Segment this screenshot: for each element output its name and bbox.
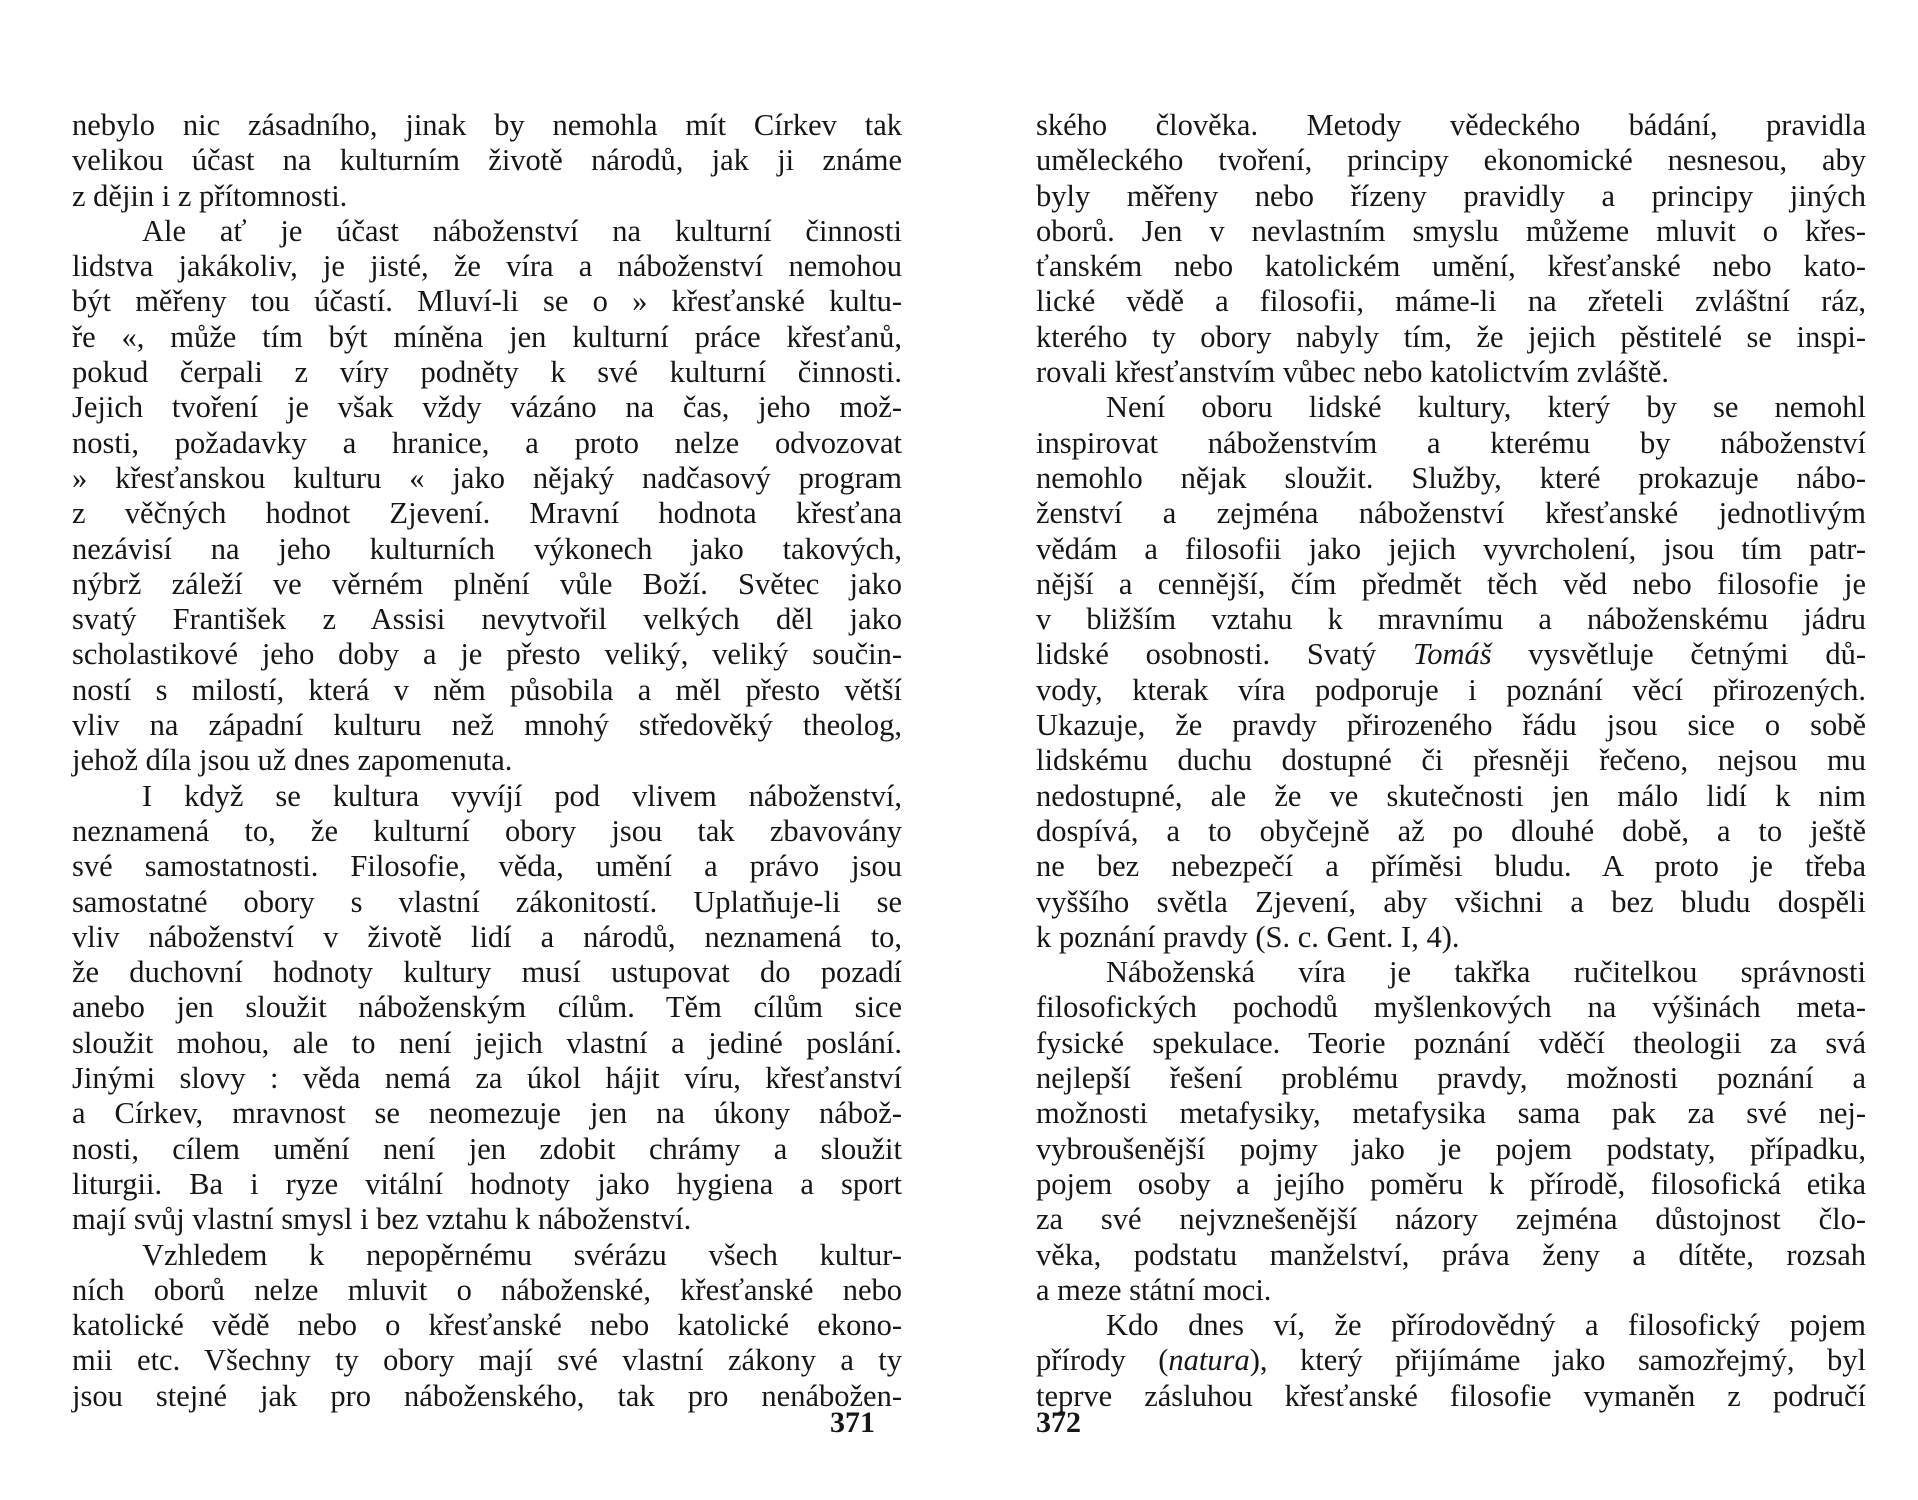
text-line: že duchovní hodnoty kultury musí ustupovat do pozadí bbox=[72, 955, 902, 990]
text-line: vědám a filosofii jako jejich vyvrcholení, jsou tím patr- bbox=[1036, 531, 1866, 566]
text-line: sloužit mohou, ale to není jejich vlastní a jediné poslání. bbox=[72, 1025, 902, 1060]
text-line: přírody (natura), který přijímáme jako samozřejmý, byl bbox=[1036, 1343, 1866, 1378]
text-line: Jinými slovy : věda nemá za úkol hájit víru, křesťanství bbox=[72, 1061, 902, 1096]
text-line: dospívá, a to obyčejně až po dlouhé době, a to ještě bbox=[1036, 813, 1866, 848]
text-line: velikou účast na kulturním životě národů, jak ji známe bbox=[72, 143, 902, 178]
text-line: ťanském nebo katolickém umění, křesťanské nebo kato- bbox=[1036, 249, 1866, 284]
text-line: k poznání pravdy (S. c. Gent. I, 4). bbox=[1036, 919, 1460, 954]
text-line: nosti, požadavky a hranice, a proto nelze odvozovat bbox=[72, 425, 902, 460]
text-line: a Církev, mravnost se neomezuje jen na úkony nábož- bbox=[72, 1096, 902, 1131]
text-line: ností s milostí, která v něm působila a měl přesto větší bbox=[72, 672, 902, 707]
text-line: vyššího světla Zjevení, aby všichni a bez bludu dospěli bbox=[1036, 884, 1866, 919]
text-line: pojem osoby a jejího poměru k přírodě, filosofická etika bbox=[1036, 1166, 1866, 1201]
page-number-left: 371 bbox=[830, 1406, 875, 1439]
text-line: své samostatnosti. Filosofie, věda, umění a právo jsou bbox=[72, 849, 902, 884]
text-line: Ale ať je účast náboženství na kulturní činnosti bbox=[142, 213, 902, 248]
text-line: svatý František z Assisi nevytvořil velkých děl jako bbox=[72, 602, 902, 637]
text-line: jsou stejné jak pro náboženského, tak pro nenábožen- bbox=[72, 1378, 902, 1413]
text-line: uměleckého tvoření, principy ekonomické nesnesou, aby bbox=[1036, 143, 1866, 178]
text-line: nejlepší řešení problému pravdy, možnosti poznání a bbox=[1036, 1061, 1866, 1096]
text-line: byly měřeny nebo řízeny pravidly a principy jiných bbox=[1036, 178, 1866, 213]
text-line: mii etc. Všechny ty obory mají své vlastní zákony a ty bbox=[72, 1343, 902, 1378]
text-line: neznamená to, že kulturní obory jsou tak zbavovány bbox=[72, 813, 902, 848]
text-line: nemohlo nějak sloužit. Služby, které prokazuje nábo- bbox=[1036, 460, 1866, 495]
text-line: nýbrž záleží ve věrném plnění vůle Boží. Světec jako bbox=[72, 566, 902, 601]
text-line: anebo jen sloužit náboženským cílům. Těm cílům sice bbox=[72, 990, 902, 1025]
text-line: být měřeny tou účastí. Mluví-li se o » křesťanské kultu- bbox=[72, 284, 902, 319]
text-line: ře «, může tím být míněna jen kulturní práce křesťanů, bbox=[72, 319, 902, 354]
text-line: katolické vědě nebo o křesťanské nebo katolické ekono- bbox=[72, 1308, 902, 1343]
text-line: lidstva jakákoliv, je jisté, že víra a náboženství nemohou bbox=[72, 249, 902, 284]
text-line: I když se kultura vyvíjí pod vlivem náboženství, bbox=[142, 778, 902, 813]
text-line: samostatné obory s vlastní zákonitostí. Uplatňuje-li se bbox=[72, 884, 902, 919]
text-line: Náboženská víra je takřka ručitelkou správnosti bbox=[1106, 955, 1866, 990]
right-page-body bbox=[1036, 108, 1866, 1414]
text-line: ského člověka. Metody vědeckého bádání, pravidla bbox=[1036, 108, 1866, 142]
text-line: liturgii. Ba i ryze vitální hodnoty jako hygiena a sport bbox=[72, 1166, 902, 1201]
text-line: fysické spekulace. Teorie poznání vděčí theologii za svá bbox=[1036, 1025, 1866, 1060]
text-line: vliv na západní kulturu než mnohý středověký theolog, bbox=[72, 708, 902, 743]
text-line: za své nejvznešenější názory zejména důstojnost člo- bbox=[1036, 1202, 1866, 1237]
emphasized-term: Tomáš bbox=[1413, 637, 1492, 672]
text-line: filosofických pochodů myšlenkových na výšinách meta- bbox=[1036, 990, 1866, 1025]
text-line: z věčných hodnot Zjevení. Mravní hodnota křesťana bbox=[72, 496, 902, 531]
text-line: Není oboru lidské kultury, který by se nemohl bbox=[1106, 390, 1866, 425]
text-line: nezávisí na jeho kulturních výkonech jako takových, bbox=[72, 531, 902, 566]
text-line: jehož díla jsou už dnes zapomenuta. bbox=[72, 743, 513, 778]
text-line: vody, kterak víra podporuje i poznání věcí přirozených. bbox=[1036, 672, 1866, 707]
text-line: věka, podstatu manželství, práva ženy a dítěte, rozsah bbox=[1036, 1237, 1866, 1272]
text-line: inspirovat náboženstvím a kterému by náboženství bbox=[1036, 425, 1866, 460]
text-line: nedostupné, ale že ve skutečnosti jen málo lidí k nim bbox=[1036, 778, 1866, 813]
text-line: ne bez nebezpečí a příměsi bludu. A proto je třeba bbox=[1036, 849, 1866, 884]
text-line: v bližším vztahu k mravnímu a náboženskému jádru bbox=[1036, 602, 1866, 637]
text-line: nosti, cílem umění není jen zdobit chrámy a sloužit bbox=[72, 1131, 902, 1166]
text-line: lidské osobnosti. Svatý Tomáš vysvětluje četnými dů- bbox=[1036, 637, 1866, 672]
text-line: vliv náboženství v životě lidí a národů, neznamená to, bbox=[72, 919, 902, 954]
text-line: pokud čerpali z víry podněty k své kulturní činnosti. bbox=[72, 355, 902, 390]
text-line: ních oborů nelze mluvit o náboženské, křesťanské nebo bbox=[72, 1272, 902, 1307]
text-line: Kdo dnes ví, že přírodovědný a filosofický pojem bbox=[1106, 1308, 1866, 1343]
emphasized-term: natura bbox=[1168, 1343, 1250, 1378]
text-line: nebylo nic zásadního, jinak by nemohla mít Církev tak bbox=[72, 108, 902, 142]
text-line: teprve zásluhou křesťanské filosofie vymaněn z područí bbox=[1036, 1378, 1866, 1413]
text-line: vybroušenější pojmy jako je pojem podstaty, případku, bbox=[1036, 1131, 1866, 1166]
text-line: mají svůj vlastní smysl i bez vztahu k náboženství. bbox=[72, 1202, 692, 1237]
page-number-right: 372 bbox=[1036, 1406, 1081, 1439]
text-line: ženství a zejména náboženství křesťanské jednotlivým bbox=[1036, 496, 1866, 531]
text-line: oborů. Jen v nevlastním smyslu můžeme mluvit o křes- bbox=[1036, 213, 1866, 248]
text-line: lidskému duchu dostupné či přesněji řečeno, nejsou mu bbox=[1036, 743, 1866, 778]
text-line: » křesťanskou kulturu « jako nějaký nadčasový program bbox=[72, 460, 902, 495]
text-line: Ukazuje, že pravdy přirozeného řádu jsou sice o sobě bbox=[1036, 708, 1866, 743]
text-line: lické vědě a filosofii, máme-li na zřeteli zvláštní ráz, bbox=[1036, 284, 1866, 319]
text-line: možnosti metafysiky, metafysika sama pak za své nej- bbox=[1036, 1096, 1866, 1131]
text-line: rovali křesťanstvím vůbec nebo katolictvím zvláště. bbox=[1036, 355, 1670, 390]
text-line: kterého ty obory nabyly tím, že jejich pěstitelé se inspi- bbox=[1036, 319, 1866, 354]
text-line: Vzhledem k nepopěrnému svérázu všech kultur- bbox=[142, 1237, 902, 1272]
text-line: z dějin i z přítomnosti. bbox=[72, 178, 348, 213]
text-line: Jejich tvoření je však vždy vázáno na čas, jeho mož- bbox=[72, 390, 902, 425]
left-page-body bbox=[72, 108, 902, 1414]
text-line: a meze státní moci. bbox=[1036, 1272, 1272, 1307]
text-line: scholastikové jeho doby a je přesto veliký, veliký součin- bbox=[72, 637, 902, 672]
text-line: nější a cennější, čím předmět těch věd nebo filosofie je bbox=[1036, 566, 1866, 601]
